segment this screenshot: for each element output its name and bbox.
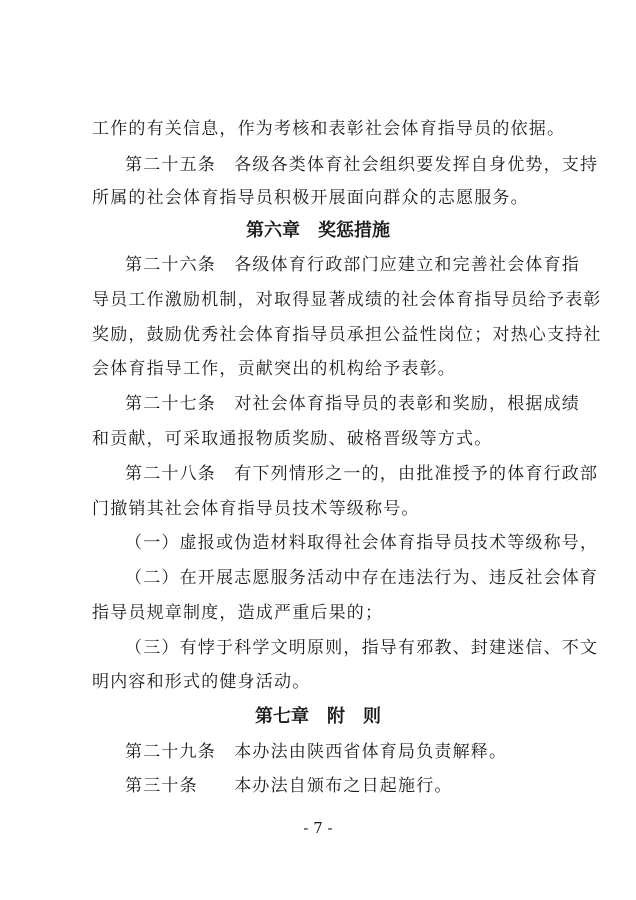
article-29-line: 第二十九条 本办法由陕西省体育局负责解释。 <box>125 742 508 762</box>
paragraph-line: 门撤销其社会体育指导员技术等级称号。 <box>92 499 420 519</box>
list-item-1: （一）虚报或伪造材料取得社会体育指导员技术等级称号， <box>125 533 599 553</box>
article-26-line: 第二十六条 各级体育行政部门应建立和完善社会体育指 <box>125 255 580 275</box>
article-25-line: 第二十五条 各级各类体育社会组织要发挥自身优势，支持 <box>125 155 599 175</box>
paragraph-line: 所属的社会体育指导员积极开展面向群众的志愿服务。 <box>92 188 529 208</box>
article-27-line: 第二十七条 对社会体育指导员的表彰和奖励，根据成绩 <box>125 394 580 414</box>
chapter-6-heading: 第六章 奖惩措施 <box>246 220 390 241</box>
paragraph-line: 工作的有关信息，作为考核和表彰社会体育指导员的依据。 <box>92 119 566 139</box>
article-30-line: 第三十条 本办法自颁布之日起施行。 <box>125 776 453 796</box>
list-item-2: （二）在开展志愿服务活动中存在违法行为、违反社会体育 <box>125 568 599 588</box>
page-number: - 7 - <box>303 819 333 837</box>
paragraph-line: 奖励，鼓励优秀社会体育指导员承担公益性岗位；对热心支持社 <box>92 325 602 345</box>
article-28-line: 第二十八条 有下列情形之一的，由批准授予的体育行政部 <box>125 464 599 484</box>
paragraph-line: 会体育指导工作，贡献突出的机构给予表彰。 <box>92 359 456 379</box>
list-item-3: （三）有悖于科学文明原则，指导有邪教、封建迷信、不文 <box>125 638 599 658</box>
paragraph-line: 导员工作激励机制，对取得显著成绩的社会体育指导员给予表彰 <box>92 290 602 310</box>
paragraph-line: 明内容和形式的健身活动。 <box>92 672 311 692</box>
paragraph-line: 和贡献，可采取通报物质奖励、破格晋级等方式。 <box>92 429 493 449</box>
chapter-7-heading: 第七章 附 则 <box>255 706 381 727</box>
paragraph-line: 指导员规章制度，造成严重后果的； <box>92 603 384 623</box>
